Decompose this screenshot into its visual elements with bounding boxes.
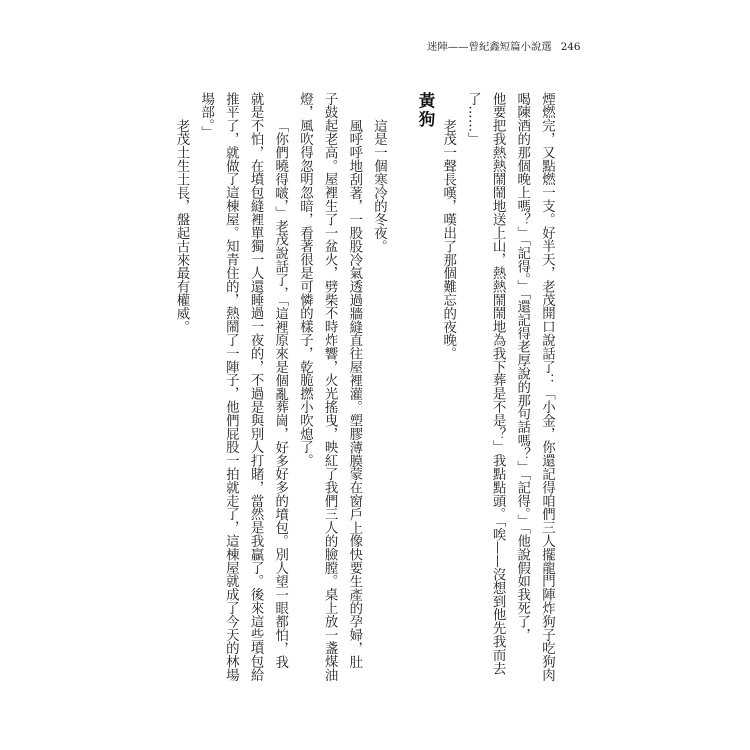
vertical-text-body (168, 92, 558, 702)
text-column: 了……」 (465, 92, 481, 146)
section-heading: 黃狗 (415, 92, 435, 129)
running-header (427, 40, 581, 54)
text-column: 喝陳酒的那個晚上嗎？」「記得。」「還記得老厚說的那句話嗎？」「記得。」「他說假如我死了， (514, 92, 530, 642)
text-column: 就是不怕，在墳包縫裡單獨一人還睡過一夜的，不過是與別人打賭，當然是我贏了。後來這些墳包給 (248, 92, 264, 682)
text-column: 他要把我熱熱鬧鬧地送上山，熱熱鬧鬧地為我下葬是不是？」我點點頭。「唉——沒想到他先我而去 (490, 92, 506, 675)
page-number: 246 (560, 41, 581, 53)
text-column: 子鼓起老高。屋裡生了一盆火，劈柴不時炸響，火光搖曳，映紅了我們三人的臉膛。桌上放一盞煤油 (322, 92, 338, 682)
text-column: 風呼呼地刮著，一股股冷氣透過牆縫直往屋裡灌。塑膠薄膜蒙在窗戶上像快要生產的孕婦，肚 (346, 118, 362, 669)
text-column: 燈，風吹得忽明忽暗，看著很是可憐的樣子，乾脆撚小吹熄了。 (297, 92, 313, 468)
text-column: 「你們曉得啵，」老茂說話了，「這裡原來是個亂葬崗，好多好多的墳包。別人望一眼都怕，我 (272, 118, 288, 669)
text-column: 老茂土生土長，盤起古來最有權威。 (173, 118, 189, 334)
text-column: 場部。」 (198, 92, 214, 139)
text-column: 煙燃完，又點燃一支。好半天，老茂開口說話了：「小金，你還記得咱們三人擺龍門陣炸狗子吃狗肉 (539, 92, 555, 682)
text-column: 這是一個寒冷的冬夜。 (371, 118, 387, 253)
text-column: 老茂一聲長嘆，嘆出了那個難忘的夜晚。 (440, 118, 456, 360)
text-column: 推平了，就做了這棟屋。知青住的，熱鬧了一陣子，他們屁股一拍就走了，這棟屋就成了今天的林場 (223, 92, 239, 682)
running-title: 迷陣——曾紀鑫短篇小說選 (427, 41, 552, 53)
